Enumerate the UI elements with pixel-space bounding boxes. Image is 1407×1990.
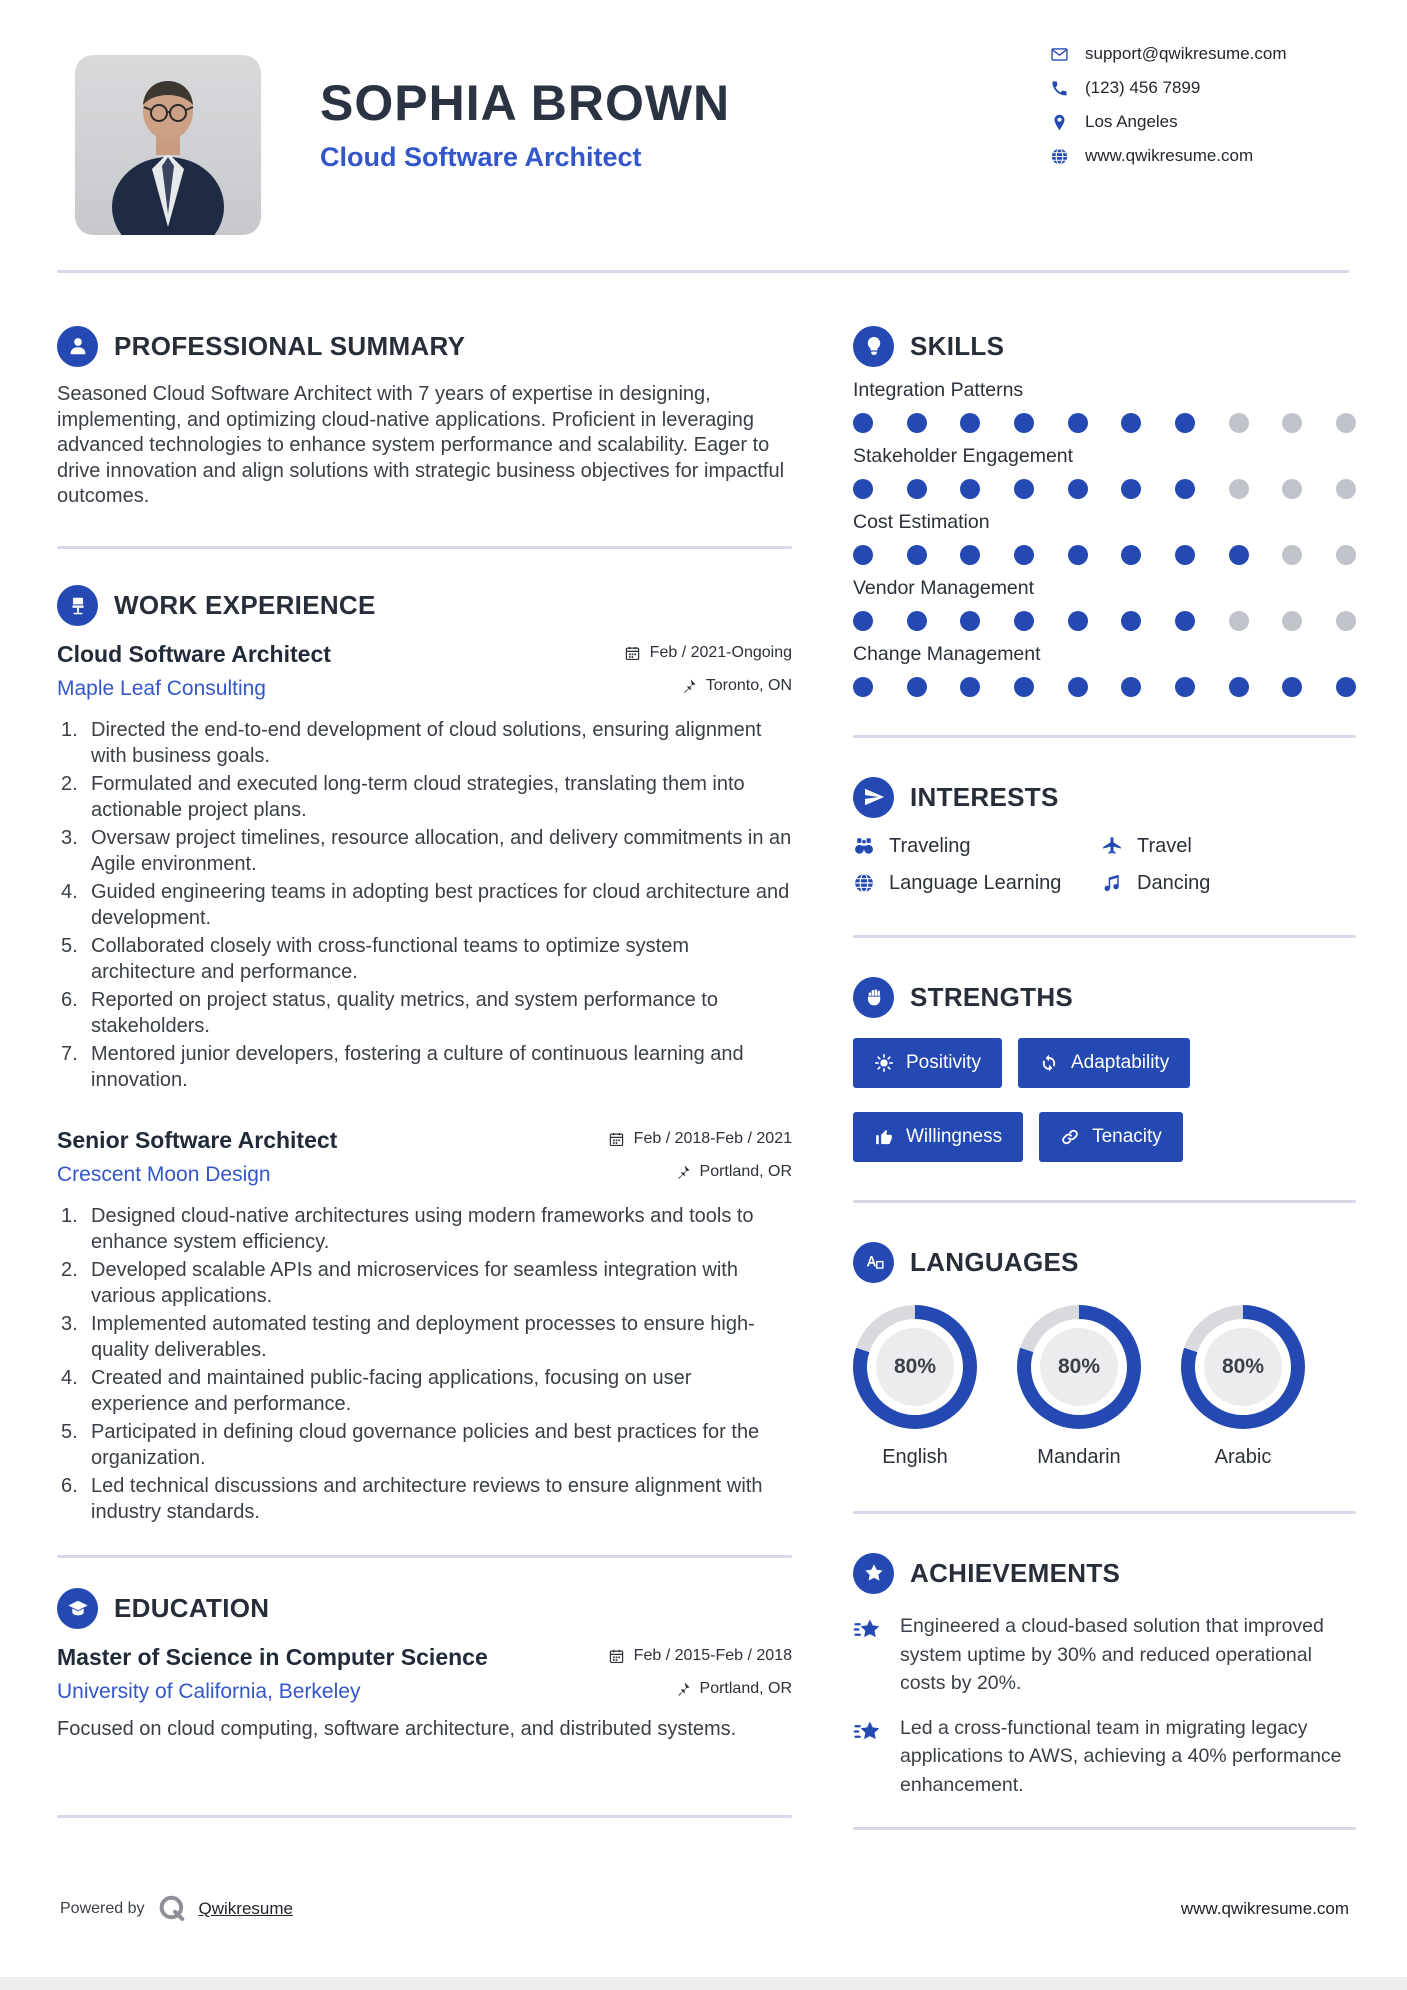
envelope-icon: [1050, 45, 1069, 64]
rating-dot: [1068, 479, 1088, 499]
location-pin-icon: [1050, 113, 1069, 132]
phone-icon: [1050, 79, 1069, 98]
profile-photo-image: [75, 55, 261, 235]
contact-row[interactable]: [1050, 144, 1287, 168]
globe-icon: [853, 872, 875, 894]
rating-dot: [1336, 413, 1356, 433]
language-item: [1181, 1305, 1305, 1469]
education-entry: [57, 1644, 792, 1743]
skill-rating: [853, 545, 1356, 565]
job-bullets: [57, 1203, 792, 1525]
section-strengths-header: [853, 976, 1356, 1018]
thumbs-up-icon: [874, 1127, 894, 1147]
achievement-text: Led a cross-functional team in migrating legacy applications to AWS, achieving a 40% performance enhancement.: [900, 1716, 1342, 1796]
job-location: Toronto, ON: [680, 677, 792, 695]
rating-dot: [1336, 545, 1356, 565]
achievement-item: [853, 1612, 1356, 1698]
rating-dot: [853, 611, 873, 631]
strength-label: Adaptability: [1070, 1052, 1170, 1073]
rating-dot: [853, 677, 873, 697]
job-bullets: [57, 717, 792, 1093]
strength-label: Tenacity: [1092, 1126, 1162, 1147]
education-location: Portland, OR: [674, 1680, 792, 1698]
achievements-heading: ACHIEVEMENTS: [910, 1557, 1121, 1588]
skill-rating: [853, 413, 1356, 433]
translate-icon: [853, 1242, 894, 1283]
rating-dot: [1336, 611, 1356, 631]
skill-name: Stakeholder Engagement: [853, 445, 1074, 467]
rating-dot: [1014, 413, 1034, 433]
job-list: [57, 641, 792, 1525]
divider: [57, 1815, 792, 1818]
education-degree: Master of Science in Computer Science: [57, 1643, 488, 1670]
skills-list: [853, 379, 1356, 697]
skill-rating: [853, 611, 1356, 631]
calendar-icon: [624, 645, 641, 662]
rating-dot: [1014, 545, 1034, 565]
job-bullet: Mentored junior developers, fostering a culture of continuous learning and innovation.: [91, 1042, 744, 1091]
contact-text: (123) 456 7899: [1085, 78, 1201, 97]
divider: [853, 735, 1356, 738]
skill-item: [853, 445, 1356, 499]
strengths-list: [853, 1038, 1356, 1162]
interest-label: Traveling: [889, 834, 971, 857]
education-school: University of California, Berkeley: [57, 1679, 361, 1703]
job-bullet: Reported on project status, quality metrics, and system performance to stakeholders.: [91, 988, 718, 1037]
graduation-cap-icon: [57, 1588, 98, 1629]
interests-list: [853, 832, 1356, 897]
rating-dot: [907, 413, 927, 433]
rating-dot: [1014, 611, 1034, 631]
rating-dot: [1282, 677, 1302, 697]
interest-item: [1101, 832, 1356, 860]
language-donut: [853, 1305, 977, 1429]
strength-label: Willingness: [906, 1126, 1003, 1147]
pushpin-icon: [674, 1164, 691, 1181]
star-icon: [853, 1553, 894, 1594]
divider: [57, 546, 792, 549]
rating-dot: [960, 611, 980, 631]
rating-dot: [1121, 545, 1141, 565]
rating-dot: [1121, 413, 1141, 433]
education-description: Focused on cloud computing, software architecture, and distributed systems.: [57, 1717, 737, 1740]
rating-dot: [1068, 545, 1088, 565]
paper-plane-icon: [853, 777, 894, 818]
skill-name: Integration Patterns: [853, 379, 1024, 401]
qwikresume-logo-icon: [157, 1894, 187, 1924]
rating-dot: [1014, 677, 1034, 697]
job-bullet: Led technical discussions and architecture reviews to ensure alignment with industry standards.: [91, 1474, 763, 1523]
qwikresume-brand-link[interactable]: Qwikresume: [198, 1899, 293, 1918]
interest-label: Dancing: [1137, 871, 1211, 894]
rating-dot: [1282, 545, 1302, 565]
education-date: Feb / 2015-Feb / 2018: [608, 1647, 792, 1665]
plane-icon: [1101, 835, 1123, 857]
job-date: Feb / 2021-Ongoing: [624, 644, 792, 662]
job-bullet: Formulated and executed long-term cloud strategies, translating them into actionable project plans.: [91, 772, 745, 821]
section-languages-header: [853, 1241, 1356, 1283]
divider: [853, 1827, 1356, 1830]
strength-badge: [853, 1038, 1002, 1088]
job-title: Senior Software Architect: [57, 1126, 338, 1153]
rating-dot: [1175, 611, 1195, 631]
rating-dot: [1282, 611, 1302, 631]
right-column: [853, 300, 1356, 1830]
summary-text: Seasoned Cloud Software Architect with 7 years of expertise in designing, implementing, and optimizing cloud-native applications. Proficient in leveraging advanced technologies to enhance system performance and scalability. Eager to drive innovation and align solutions with strategic business objectives for impactful outcomes.: [57, 383, 785, 507]
rating-dot: [907, 479, 927, 499]
education-heading: EDUCATION: [114, 1593, 270, 1623]
section-skills-header: [853, 325, 1356, 367]
job-company: Maple Leaf Consulting: [57, 676, 266, 700]
language-name: Arabic: [1214, 1446, 1272, 1468]
globe-icon: [1050, 147, 1069, 166]
strength-badge: [853, 1112, 1023, 1162]
rating-dot: [1229, 479, 1249, 499]
contact-text: Los Angeles: [1085, 112, 1178, 131]
rating-dot: [1121, 479, 1141, 499]
bottom-strip: [0, 1977, 1407, 1990]
powered-by-block: [60, 1894, 293, 1924]
sun-icon: [874, 1053, 894, 1073]
job-bullet: Oversaw project timelines, resource allocation, and delivery commitments in an Agile environment.: [91, 826, 792, 875]
job-entry: [57, 641, 792, 1093]
interest-label: Travel: [1137, 834, 1192, 857]
section-education-header: [57, 1588, 792, 1630]
shooting-star-icon: [853, 1615, 883, 1645]
rating-dot: [907, 545, 927, 565]
section-achievements-header: [853, 1552, 1356, 1594]
binoculars-icon: [853, 835, 875, 857]
job-bullet: Guided engineering teams in adopting best practices for cloud architecture and development.: [91, 880, 790, 929]
rating-dot: [1282, 413, 1302, 433]
interests-heading: INTERESTS: [910, 781, 1059, 812]
lightbulb-icon: [853, 326, 894, 367]
job-company: Crescent Moon Design: [57, 1162, 271, 1186]
rating-dot: [853, 479, 873, 499]
rating-dot: [853, 413, 873, 433]
chain-link-icon: [1060, 1127, 1080, 1147]
section-interests-header: [853, 776, 1356, 818]
rating-dot: [1121, 677, 1141, 697]
summary-heading: PROFESSIONAL SUMMARY: [114, 330, 466, 361]
work-heading: WORK EXPERIENCE: [114, 590, 376, 620]
rating-dot: [1336, 677, 1356, 697]
language-name: English: [882, 1446, 948, 1468]
achievements-list: [853, 1612, 1356, 1799]
language-percent: 80%: [1040, 1328, 1118, 1406]
refresh-icon: [1039, 1053, 1059, 1073]
achievement-text: Engineered a cloud-based solution that improved system uptime by 30% and reduced operational costs by 20%.: [900, 1615, 1324, 1694]
shooting-star-icon: [853, 1717, 883, 1747]
rating-dot: [1175, 413, 1195, 433]
office-chair-icon: [57, 585, 98, 626]
section-work-header: [57, 585, 792, 627]
music-note-icon: [1101, 872, 1123, 894]
rating-dot: [1068, 611, 1088, 631]
rating-dot: [960, 677, 980, 697]
interest-item: [853, 832, 1101, 860]
skill-rating: [853, 479, 1356, 499]
language-donut: [1017, 1305, 1141, 1429]
rating-dot: [1229, 611, 1249, 631]
person-icon: [57, 326, 98, 367]
rating-dot: [960, 545, 980, 565]
calendar-icon: [608, 1648, 625, 1665]
pushpin-icon: [680, 678, 697, 695]
rating-dot: [1229, 545, 1249, 565]
interest-item: [1101, 869, 1356, 897]
left-column: [57, 300, 792, 1818]
rating-dot: [1175, 479, 1195, 499]
contact-row[interactable]: [1050, 76, 1287, 100]
interest-label: Language Learning: [889, 871, 1062, 894]
job-entry: [57, 1127, 792, 1525]
divider: [853, 1511, 1356, 1514]
divider: [57, 1555, 792, 1558]
identity-block: [320, 74, 730, 173]
language-item: [1017, 1305, 1141, 1469]
job-bullet: Created and maintained public-facing applications, focusing on user experience and performance.: [91, 1366, 692, 1415]
strength-badge: [1018, 1038, 1190, 1088]
skills-heading: SKILLS: [910, 330, 1005, 361]
footer-website: www.qwikresume.com: [1180, 1899, 1349, 1918]
contact-row[interactable]: [1050, 42, 1287, 66]
contact-text: www.qwikresume.com: [1085, 146, 1254, 165]
rating-dot: [1121, 611, 1141, 631]
language-name: Mandarin: [1037, 1446, 1121, 1468]
job-date: Feb / 2018-Feb / 2021: [608, 1130, 792, 1148]
rating-dot: [907, 611, 927, 631]
calendar-icon: [608, 1131, 625, 1148]
strength-label: Positivity: [906, 1052, 981, 1073]
skill-name: Cost Estimation: [853, 511, 990, 533]
language-percent: 80%: [876, 1328, 954, 1406]
rating-dot: [1336, 479, 1356, 499]
job-bullet: Implemented automated testing and deployment processes to ensure high-quality deliverables.: [91, 1312, 755, 1361]
person-title: Cloud Software Architect: [320, 142, 642, 172]
person-name: SOPHIA BROWN: [320, 75, 731, 131]
language-percent: 80%: [1204, 1328, 1282, 1406]
rating-dot: [1229, 677, 1249, 697]
interest-item: [853, 869, 1101, 897]
job-bullet: Developed scalable APIs and microservices for seamless integration with various applications.: [91, 1258, 738, 1307]
powered-by-label: Powered by: [60, 1900, 145, 1917]
job-bullet: Participated in defining cloud governance policies and best practices for the organization.: [91, 1420, 760, 1469]
rating-dot: [960, 413, 980, 433]
rating-dot: [960, 479, 980, 499]
contact-row[interactable]: [1050, 110, 1287, 134]
divider: [853, 935, 1356, 938]
job-bullet: Designed cloud-native architectures using modern frameworks and tools to enhance system efficiency.: [91, 1204, 754, 1253]
skill-item: [853, 643, 1356, 697]
job-title: Cloud Software Architect: [57, 640, 331, 667]
skill-name: Change Management: [853, 643, 1041, 665]
fist-icon: [853, 977, 894, 1018]
divider: [853, 1200, 1356, 1203]
skill-name: Vendor Management: [853, 577, 1035, 599]
skill-item: [853, 511, 1356, 565]
section-summary-header: [57, 325, 792, 367]
rating-dot: [1014, 479, 1034, 499]
header-divider: [57, 270, 1349, 273]
contact-text: support@qwikresume.com: [1085, 44, 1287, 63]
languages-heading: LANGUAGES: [910, 1246, 1079, 1277]
achievement-item: [853, 1714, 1356, 1800]
job-location: Portland, OR: [674, 1163, 792, 1181]
rating-dot: [1282, 479, 1302, 499]
job-bullet: Directed the end-to-end development of cloud solutions, ensuring alignment with business goals.: [91, 718, 762, 767]
job-bullet: Collaborated closely with cross-functional teams to optimize system architecture and performance.: [91, 934, 690, 983]
contact-list: [1050, 42, 1287, 178]
rating-dot: [1068, 413, 1088, 433]
rating-dot: [1175, 677, 1195, 697]
rating-dot: [1175, 545, 1195, 565]
skill-rating: [853, 677, 1356, 697]
language-item: [853, 1305, 977, 1469]
languages-list: [853, 1305, 1356, 1469]
strength-badge: [1039, 1112, 1183, 1162]
language-donut: [1181, 1305, 1305, 1429]
rating-dot: [853, 545, 873, 565]
pushpin-icon: [674, 1681, 691, 1698]
strengths-heading: STRENGTHS: [910, 981, 1074, 1012]
rating-dot: [907, 677, 927, 697]
rating-dot: [1229, 413, 1249, 433]
profile-photo: [75, 55, 261, 235]
skill-item: [853, 379, 1356, 433]
rating-dot: [1068, 677, 1088, 697]
footer: [60, 1894, 1349, 1924]
skill-item: [853, 577, 1356, 631]
